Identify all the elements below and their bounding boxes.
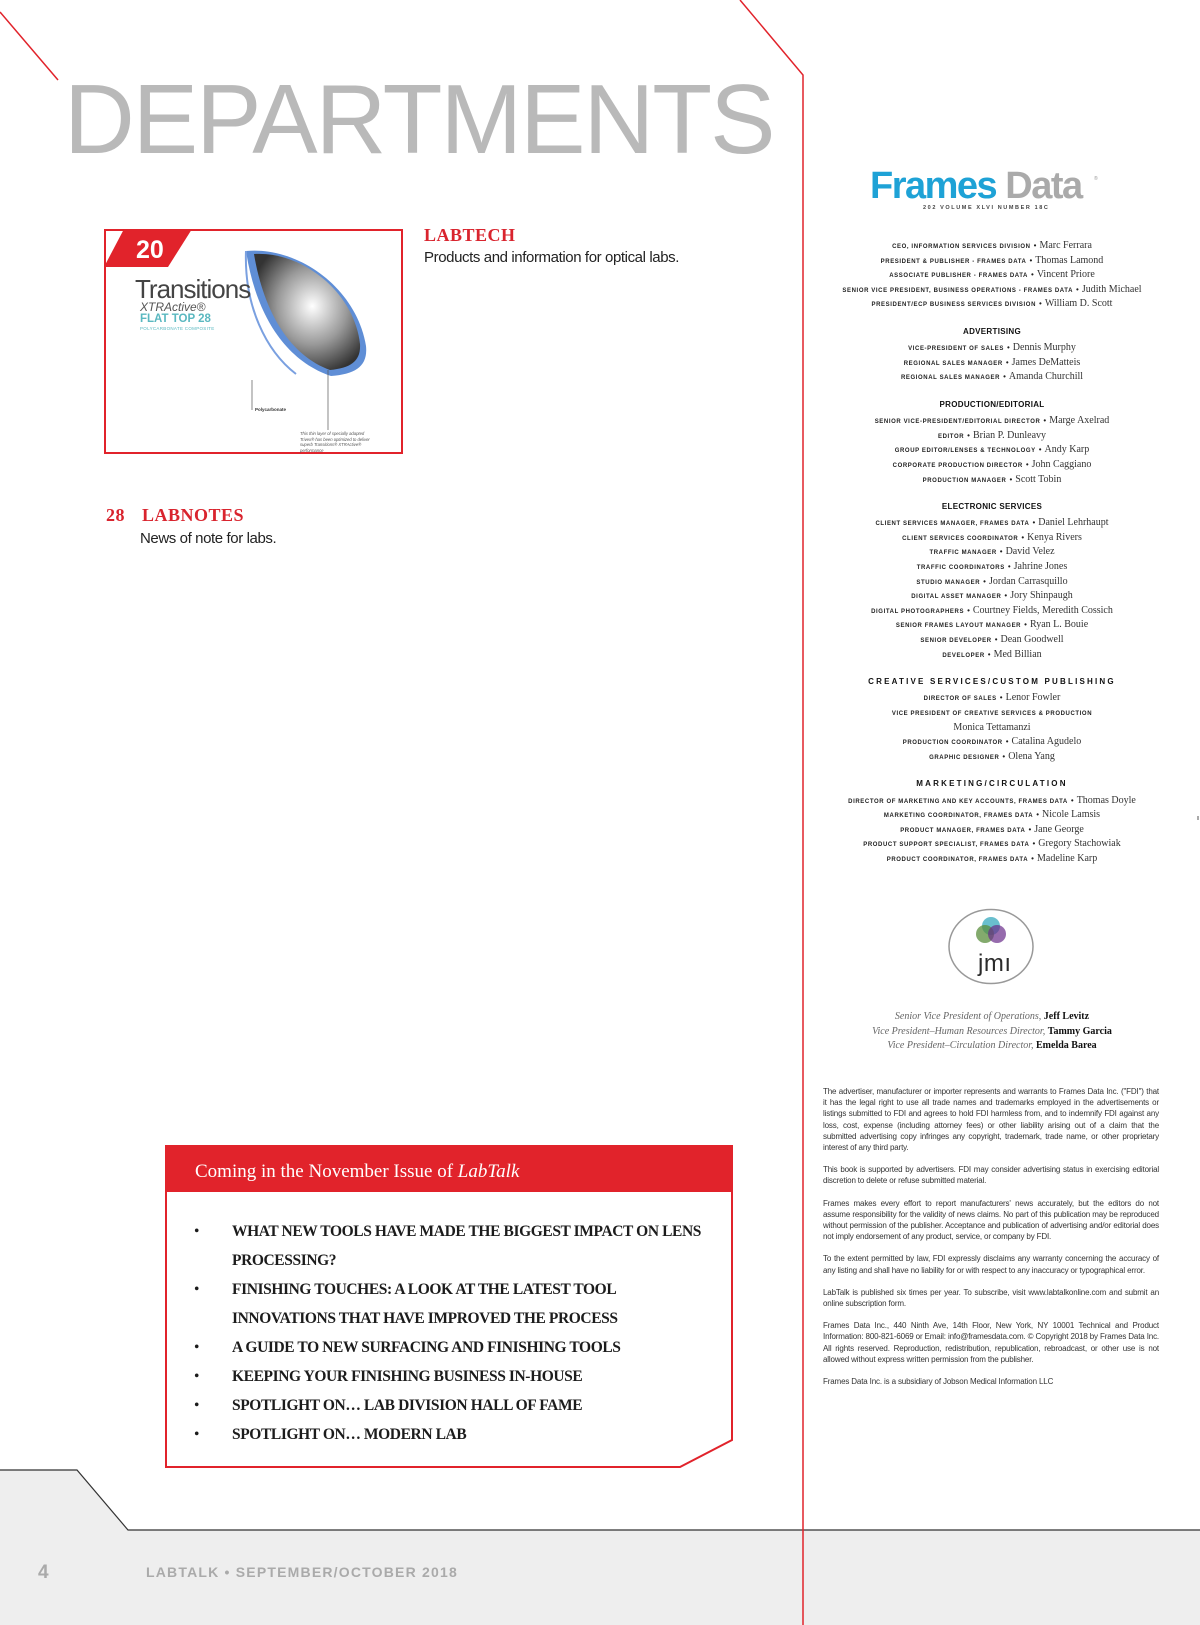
coming-list-item: • WHAT NEW TOOLS HAVE MADE THE BIGGEST IMPACT ON LENS PROCESSING? — [190, 1217, 710, 1275]
legal-paragraph: Frames Data Inc. is a subsidiary of Jobson Medical Information LLC — [823, 1377, 1054, 1387]
bullet-icon: • — [194, 1281, 200, 1298]
callout-label: Polycarbonate — [255, 407, 287, 412]
staff-row: PRODUCTION MANAGER • Scott Tobin — [922, 473, 1062, 485]
bullet-icon: • — [194, 1426, 200, 1443]
logo-word-frames: Frames — [870, 165, 997, 207]
staff-row-title: VICE PRESIDENT OF CREATIVE SERVICES & PRODUCTION — [891, 711, 1093, 717]
legal-paragraph: The advertiser, manufacturer or importer represents and warrants to Frames Data Inc. ("FDI") that it has the legal right to use all trade names and trademarks employed in the advertisements or listings submitted to FDI and agrees to hold FDI harmless from, and to indemnify FDI against any loss, cost, expense (including attorney fees) or other liability arising out of a claim that the submitted advertising copy infringes any copyright, trademark, trade name, or other proprietary interest of any third party. — [823, 1087, 1159, 1153]
staff-row: PRODUCT MANAGER, FRAMES DATA • Jane George — [900, 823, 1084, 835]
staff-row: SENIOR DEVELOPER • Dean Goodwell — [920, 634, 1064, 646]
page-title: DEPARTMENTS — [64, 64, 774, 174]
staff-row: TRAFFIC MANAGER • David Velez — [929, 546, 1055, 558]
labtech-heading[interactable]: LABTECH — [424, 225, 516, 245]
volume-line: 202 VOLUME XLVI NUMBER 18C — [923, 205, 1050, 211]
coming-list-item: • SPOTLIGHT ON… LAB DIVISION HALL OF FAME — [190, 1391, 710, 1420]
staff-row: PRESIDENT & PUBLISHER - FRAMES DATA • Thomas Lamond — [880, 254, 1104, 266]
section-heading-production: PRODUCTION/EDITORIAL — [939, 399, 1045, 409]
staff-row: CORPORATE PRODUCTION DIRECTOR • John Caggiano — [892, 458, 1092, 470]
trademark-symbol: ® — [1094, 176, 1098, 182]
staff-row: GRAPHIC DESIGNER • Olena Yang — [929, 750, 1055, 762]
staff-row: VICE-PRESIDENT OF SALES • Dennis Murphy — [908, 342, 1076, 354]
legal-paragraph: LabTalk is published six times per year. To subscribe, visit www.labtalkonline.com and submit an online subscription form. — [823, 1287, 1159, 1309]
legal-paragraph: This book is supported by advertisers. FDI may consider advertising status in exercising editorial discretion to delete or refuse submitted material. — [823, 1165, 1159, 1186]
staff-row: CLIENT SERVICES COORDINATOR • Kenya Rivers — [902, 531, 1082, 543]
section-heading-electronic: ELECTRONIC SERVICES — [941, 501, 1043, 511]
staff-row: PRODUCTION COORDINATOR • Catalina Agudelo — [902, 736, 1082, 748]
staff-row: DIGITAL ASSET MANAGER • Jory Shinpaugh — [911, 590, 1073, 602]
legal-paragraph: Frames makes every effort to report manufacturers' news accurately, but the editors do not assume responsibility for the validity of news claims. No part of this publication may be reproduced without permission of the publisher. Acceptance and publication of advertising and/or editorial does not imply endorsement of any product, service, or company by FDI. — [823, 1198, 1159, 1242]
staff-row: DIGITAL PHOTOGRAPHERS • Courtney Fields, Meredith Cossich — [871, 604, 1113, 616]
product-label: FLAT TOP 28 — [140, 313, 211, 325]
staff-row: STUDIO MANAGER • Jordan Carrasquillo — [916, 575, 1068, 587]
bullet-icon: • — [194, 1339, 200, 1356]
page-number-badge: 20 — [136, 236, 164, 264]
staff-row-name: Monica Tettamanzi — [953, 721, 1031, 733]
staff-row: PRESIDENT/ECP BUSINESS SERVICES DIVISION • William D. Scott — [871, 298, 1113, 310]
officers-list — [812, 1010, 1172, 1054]
footer-issue-line: LABTALK • SEPTEMBER/OCTOBER 2018 — [146, 1564, 458, 1580]
staff-row: PRODUCT SUPPORT SPECIALIST, FRAMES DATA • Gregory Stachowiak — [863, 838, 1121, 850]
staff-row: SENIOR VICE PRESIDENT, BUSINESS OPERATIONS - FRAMES DATA • Judith Michael — [842, 283, 1142, 295]
material-label: POLYCARBONATE COMPOSITE — [140, 326, 215, 331]
masthead-divider — [740, 0, 803, 1625]
staff-row: CEO, INFORMATION SERVICES DIVISION • Marc Ferrara — [892, 240, 1092, 251]
section-heading-advertising: ADVERTISING — [963, 326, 1021, 336]
bullet-icon: • — [194, 1397, 200, 1414]
labtech-description: Products and information for optical labs. — [424, 249, 680, 266]
frames-data-logo — [870, 165, 1082, 208]
staff-row: SENIOR FRAMES LAYOUT MANAGER • Ryan L. Bouie — [895, 619, 1089, 631]
bullet-icon: • — [194, 1223, 200, 1240]
coming-list-item: • KEEPING YOUR FINISHING BUSINESS IN-HOUSE — [190, 1362, 710, 1391]
staff-row: DIRECTOR OF SALES • Lenor Fowler — [923, 692, 1061, 704]
coming-heading — [195, 1161, 519, 1183]
logo-word-data: Data — [1005, 165, 1082, 207]
labnotes-page-number: 28 — [106, 505, 125, 525]
coming-list-item: • A GUIDE TO NEW SURFACING AND FINISHING TOOLS — [190, 1333, 710, 1362]
coming-list-item: • FINISHING TOUCHES: A LOOK AT THE LATEST TOOL INNOVATIONS THAT HAVE IMPROVED THE PROCESS — [190, 1275, 710, 1333]
staff-row: SENIOR VICE-PRESIDENT/EDITORIAL DIRECTOR • Marge Axelrad — [874, 415, 1110, 427]
coming-list — [190, 1217, 710, 1449]
legal-paragraph: To the extent permitted by law, FDI expressly disclaims any warranty concerning the accuracy of any listing and shall have no liability for or with respect to any inaccuracy or typographical error. — [823, 1254, 1159, 1275]
staff-row: MARKETING COORDINATOR, FRAMES DATA • Nicole Lamsis — [883, 809, 1101, 821]
jmi-logo-text: jmı — [978, 950, 1012, 977]
legal-paragraph: Frames Data Inc., 440 Ninth Ave, 14th Floor, New York, NY 10001 Technical and Product Information: 800-821-6069 or Email: info@framesdata.com. © Copyright 2018 by Frames Data Inc. All rights reserved. Reproduction, redistribution, republication, rebroadcast, or other use is not allowed without express written permission from the publisher. — [823, 1321, 1159, 1364]
staff-row: ASSOCIATE PUBLISHER - FRAMES DATA • Vincent Priore — [889, 269, 1095, 281]
officer-row: Vice President–Circulation Director, Emelda Barea — [887, 1040, 1097, 1052]
staff-row: DIRECTOR OF MARKETING AND KEY ACCOUNTS, FRAMES DATA • Thomas Doyle — [848, 794, 1136, 806]
folio-page-number: 4 — [38, 1562, 49, 1583]
bullet-icon: • — [194, 1368, 200, 1385]
section-heading-creative: CREATIVE SERVICES/CUSTOM PUBLISHING — [868, 676, 1116, 686]
section-heading-marketing: MARKETING/CIRCULATION — [916, 778, 1068, 788]
coming-heading-text: Coming in the November Issue of — [195, 1161, 458, 1182]
staff-row: EDITOR • Brian P. Dunleavy — [937, 429, 1047, 441]
footer-band — [0, 1470, 1200, 1625]
masthead-staff-list — [812, 237, 1172, 865]
staff-row: GROUP EDITOR/LENSES & TECHNOLOGY • Andy Karp — [894, 444, 1090, 456]
staff-row: CLIENT SERVICES MANAGER, FRAMES DATA • Daniel Lehrhaupt — [875, 517, 1109, 529]
callout-note: This thin layer of specially adapted Trivex® has been optimized to deliver superb Transitions® XTRActive® performance — [300, 431, 370, 453]
xtractive-label: XTRActive® — [140, 300, 206, 314]
staff-row: PRODUCT COORDINATOR, FRAMES DATA • Madeline Karp — [886, 852, 1098, 864]
labnotes-heading[interactable]: LABNOTES — [142, 505, 245, 525]
staff-row: REGIONAL SALES MANAGER • James DeMatteis — [903, 356, 1081, 368]
labnotes-description: News of note for labs. — [140, 530, 277, 547]
staff-row: REGIONAL SALES MANAGER • Amanda Churchill — [900, 371, 1084, 383]
transitions-logo: Transitions — [135, 274, 251, 304]
legal-notice — [823, 1086, 1159, 1398]
staff-row: DEVELOPER • Med Billian — [942, 648, 1042, 660]
staff-row: TRAFFIC COORDINATORS • Jahrine Jones — [916, 561, 1068, 573]
officer-row: Vice President–Human Resources Director, Tammy Garcia — [872, 1025, 1112, 1037]
officer-row: Senior Vice President of Operations, Jeff Levitz — [894, 1011, 1090, 1022]
coming-list-item: • SPOTLIGHT ON… MODERN LAB — [190, 1420, 710, 1449]
coming-heading-magazine: LabTalk — [457, 1161, 520, 1182]
footer-band-edge — [0, 1470, 1200, 1530]
corner-accent-line — [0, 12, 58, 80]
